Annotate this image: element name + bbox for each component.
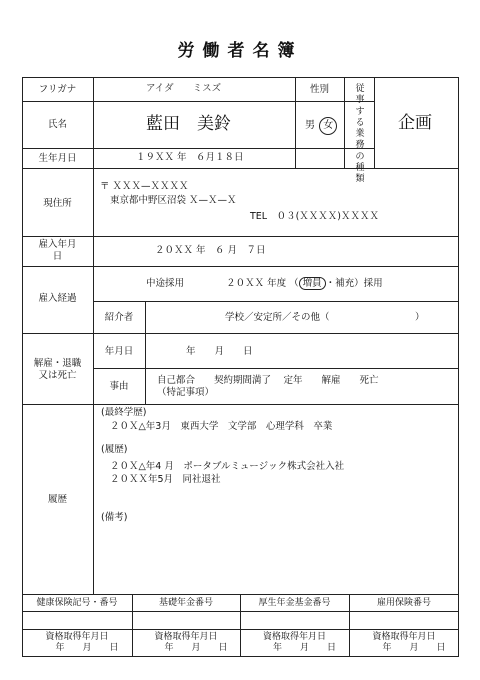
employment-insurance-label: 雇用保険番号 bbox=[376, 598, 431, 608]
hire-history-line: 中途採用 ２０ＸＸ 年度 （ 増員 ・補充）採用 bbox=[146, 278, 383, 289]
basic-pension-label: 基礎年金番号 bbox=[158, 598, 213, 608]
address-postal: 〒 ＸＸＸ—ＸＸＸＸ bbox=[100, 181, 189, 192]
pension-fund-label: 厚生年金基金番号 bbox=[258, 598, 331, 608]
gender-male: 男 bbox=[305, 120, 315, 131]
gender-label: 性別 bbox=[309, 84, 329, 95]
reason-label: 事由 bbox=[109, 381, 129, 392]
dismissal-date-value: 年 月 日 bbox=[186, 346, 253, 357]
address-label: 現住所 bbox=[43, 198, 72, 209]
hire-history-label: 雇入経過 bbox=[38, 293, 77, 304]
introducer-value: 学校／安定所／その他（ ） bbox=[225, 312, 425, 323]
work-heading: (履歴) bbox=[101, 444, 128, 455]
acq-date-1: 資格取得年月日 年 月 日 bbox=[45, 632, 119, 654]
work-entry-1: ２０Ｘ△年4 月 ポータブルミュージック株式会社入社 bbox=[110, 461, 345, 472]
hire-date-label: 雇入年月日 bbox=[38, 239, 77, 262]
reason-line1: 自己都合 契約期間満了 定年 解雇 死亡 bbox=[157, 375, 379, 386]
furigana-value: アイダ ミスズ bbox=[146, 83, 222, 94]
name-value: 藍田 美鈴 bbox=[146, 114, 231, 134]
work-entry-2: ２０ＸＸ年5月 同社退社 bbox=[110, 474, 221, 485]
zoin-circled: 増員 bbox=[299, 277, 326, 290]
hire-date-value: ２０ＸＸ 年 ６ 月 ７日 bbox=[155, 245, 266, 256]
gender-options bbox=[305, 117, 337, 135]
health-insurance-label: 健康保険記号・番号 bbox=[36, 598, 118, 608]
acq-date-4: 資格取得年月日 年 月 日 bbox=[372, 632, 446, 654]
birth-value: １９ＸＸ 年 ６月１８日 bbox=[136, 152, 244, 163]
acq-date-3: 資格取得年月日 年 月 日 bbox=[262, 632, 336, 654]
edu-value: ２０Ｘ△年3月 東西大学 文学部 心理学科 卒業 bbox=[110, 421, 333, 432]
edu-heading: (最終学歴) bbox=[101, 407, 147, 418]
birth-label: 生年月日 bbox=[38, 153, 77, 164]
job-type-value: 企画 bbox=[398, 113, 432, 133]
reason-line2: （特記事項） bbox=[157, 387, 215, 398]
acq-date-2: 資格取得年月日 年 月 日 bbox=[154, 632, 228, 654]
address-tel: TEL ０３(ＸＸＸＸ)ＸＸＸＸ bbox=[250, 211, 380, 222]
address-line: 東京都中野区沼袋 Ｘ—Ｘ—Ｘ bbox=[110, 195, 237, 206]
notes-heading: (備考) bbox=[101, 512, 128, 523]
furigana-label: フリガナ bbox=[38, 84, 77, 95]
dismissal-date-label: 年月日 bbox=[104, 346, 134, 357]
career-label: 履歴 bbox=[47, 494, 67, 505]
job-type-label: 従事する業務の種類 bbox=[355, 84, 365, 184]
name-label: 氏名 bbox=[47, 119, 67, 130]
introducer-label: 紹介者 bbox=[104, 312, 134, 323]
dismissal-label: 解雇・退職又は死亡 bbox=[33, 358, 82, 381]
page-title: 労働者名簿 bbox=[177, 41, 303, 61]
gender-female-circled: 女 bbox=[319, 117, 337, 135]
